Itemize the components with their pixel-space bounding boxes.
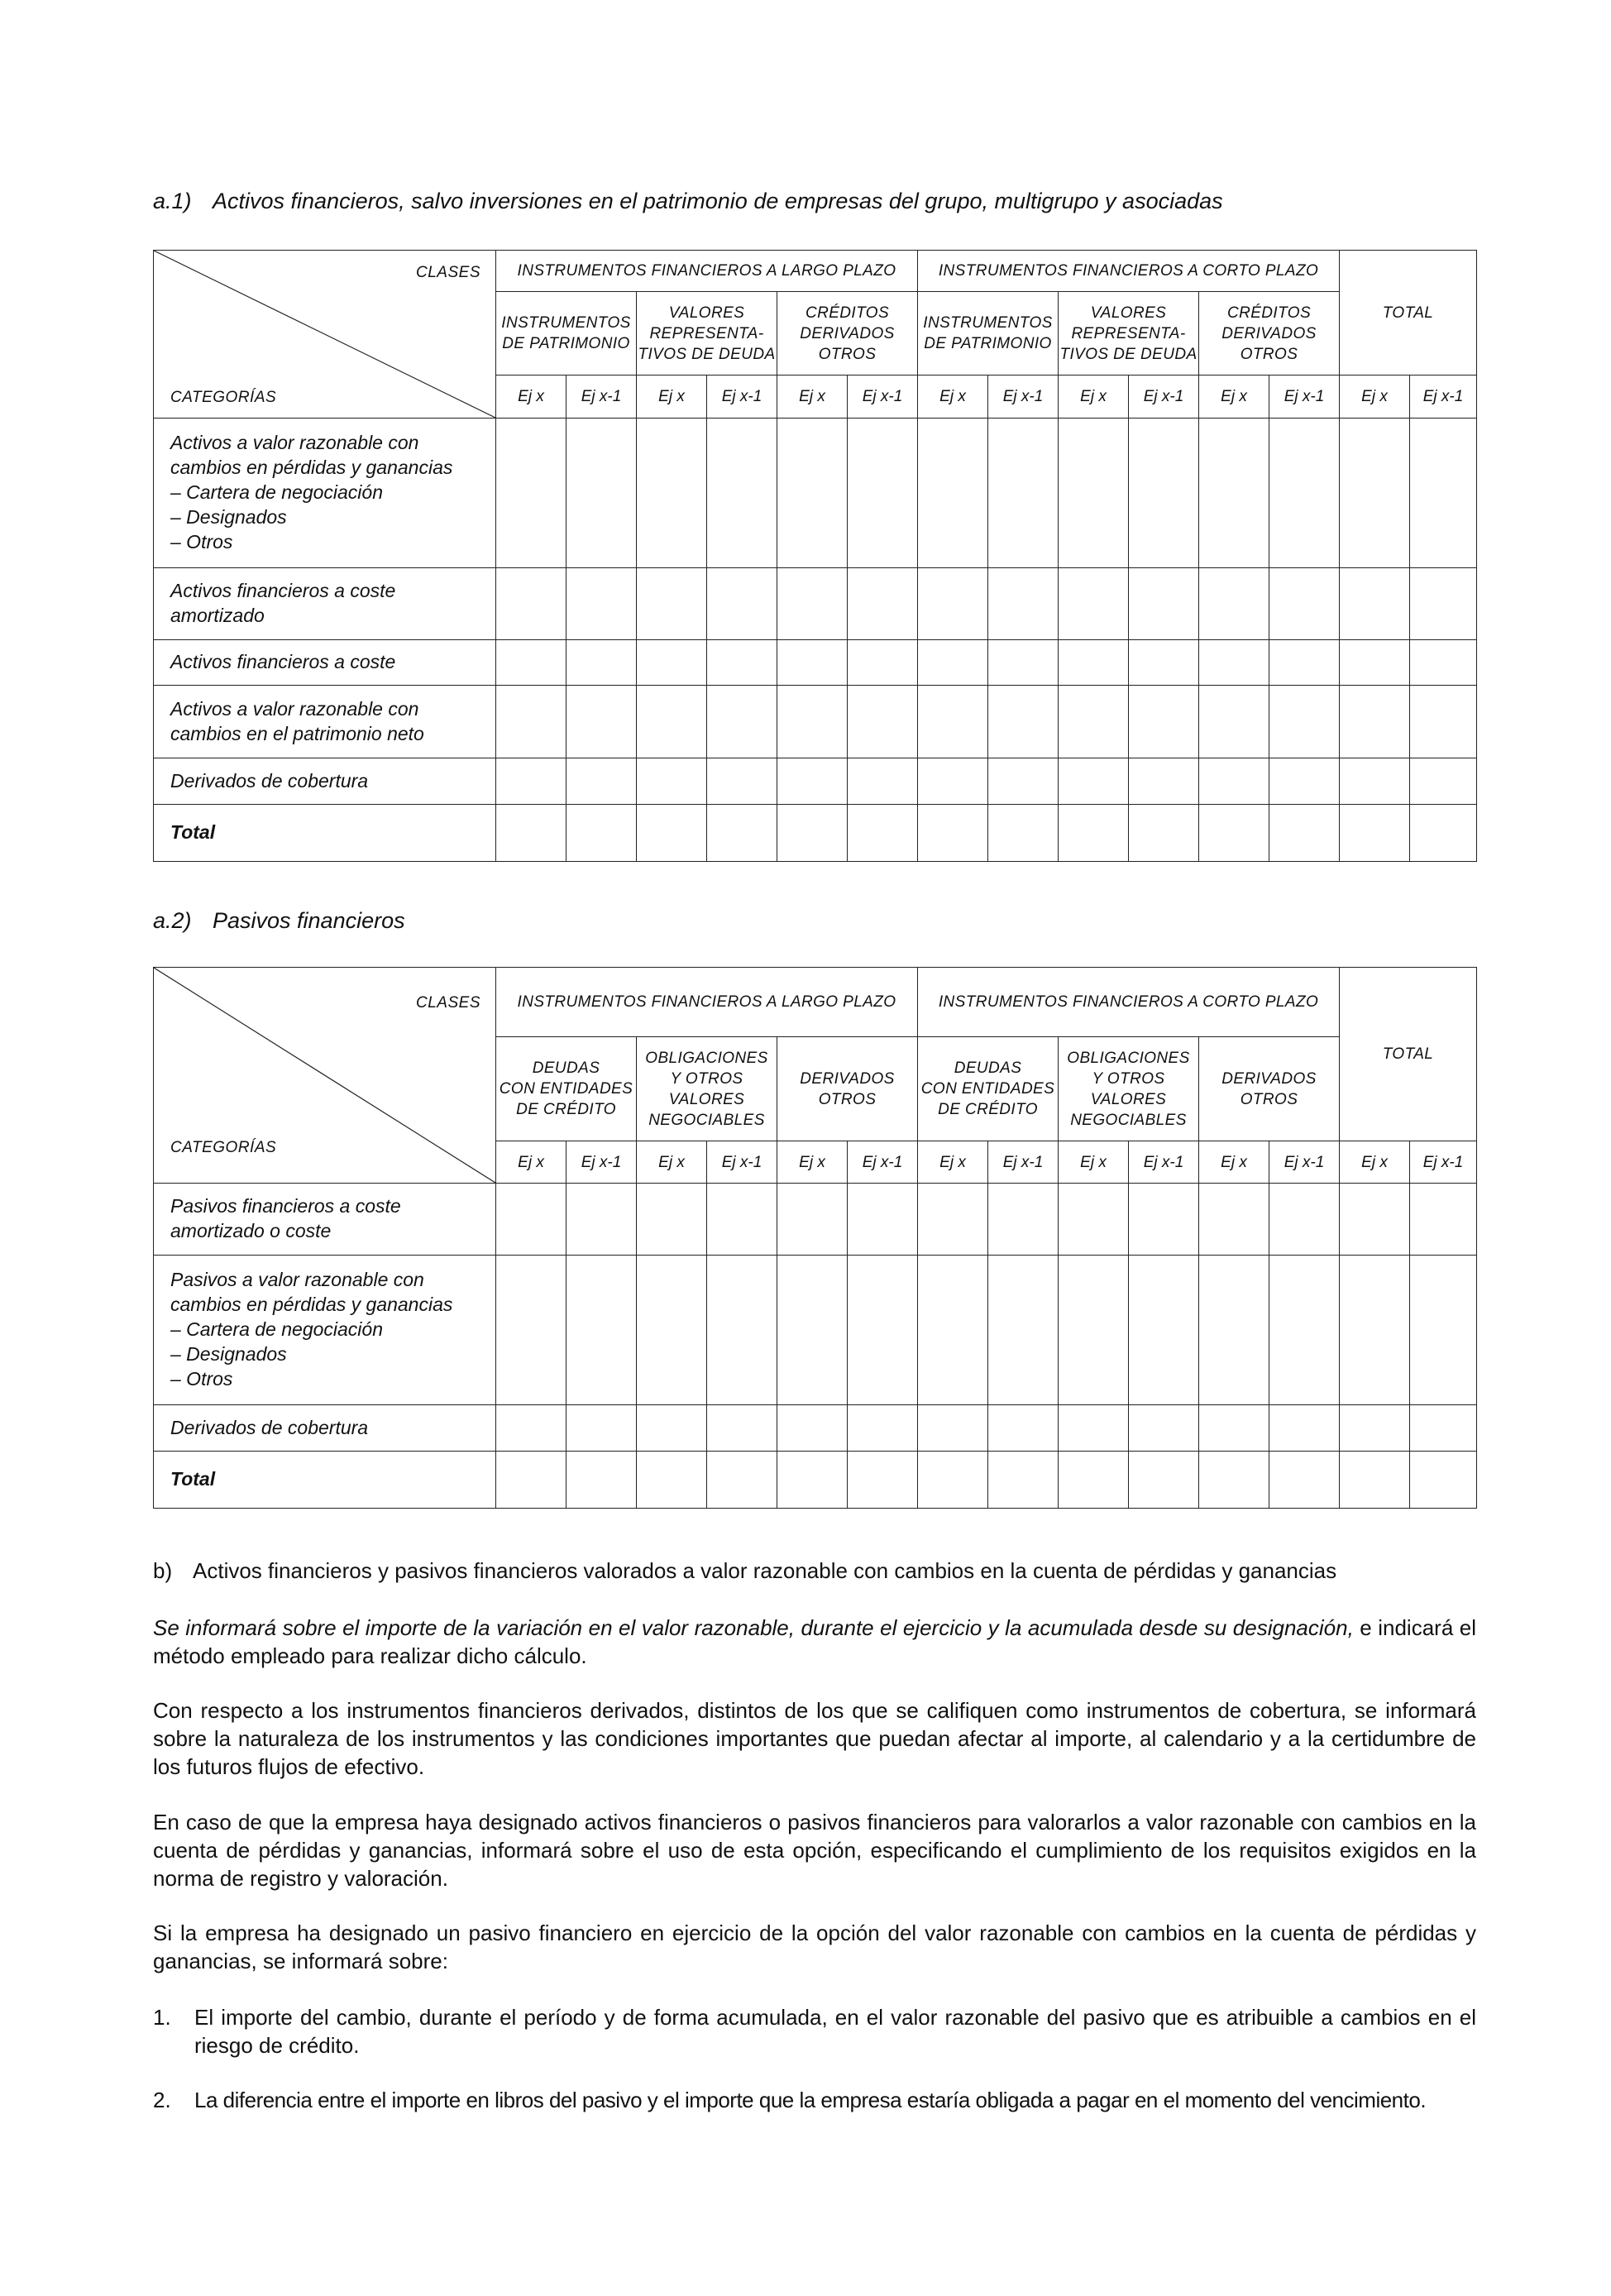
ejercicio-header: Ej x-1 [566, 375, 637, 419]
data-cell [1199, 1184, 1269, 1256]
ejercicio-header: Ej x-1 [1269, 1141, 1340, 1184]
group-header-largo-plazo: INSTRUMENTOS FINANCIEROS A LARGO PLAZO [496, 251, 918, 292]
data-cell [918, 1452, 988, 1509]
data-cell [566, 640, 637, 686]
data-cell [1410, 640, 1477, 686]
corner-cell [154, 968, 496, 1184]
ejercicio-header: Ej x-1 [988, 1141, 1059, 1184]
data-cell [1129, 568, 1199, 640]
data-cell [1340, 805, 1410, 862]
corner-cell [154, 251, 496, 419]
table-row [154, 1256, 1477, 1405]
data-cell [988, 568, 1059, 640]
data-cell [637, 1184, 707, 1256]
data-cell [1269, 758, 1340, 805]
data-cell [918, 1184, 988, 1256]
data-cell [1199, 419, 1269, 568]
data-cell [1129, 1256, 1199, 1405]
list-item-2 [153, 2086, 1476, 2114]
data-cell [707, 640, 777, 686]
data-cell [1410, 1256, 1477, 1405]
data-cell [1199, 805, 1269, 862]
data-cell [637, 568, 707, 640]
data-cell [1129, 419, 1199, 568]
data-cell [707, 568, 777, 640]
data-cell [1059, 568, 1129, 640]
data-cell [637, 758, 707, 805]
data-cell [988, 686, 1059, 758]
ejercicio-header: Ej x [777, 375, 848, 419]
data-cell [777, 758, 848, 805]
data-cell [1269, 568, 1340, 640]
data-cell [707, 419, 777, 568]
ejercicio-header: Ej x [637, 1141, 707, 1184]
data-cell [1129, 686, 1199, 758]
data-cell [988, 1452, 1059, 1509]
data-cell [637, 640, 707, 686]
table-row [154, 1184, 1477, 1256]
data-cell [637, 686, 707, 758]
subheader-cell: INSTRUMENTOS DE PATRIMONIO [496, 292, 637, 375]
data-cell [1410, 1405, 1477, 1452]
data-cell [1340, 1405, 1410, 1452]
ejercicio-header: Ej x-1 [707, 1141, 777, 1184]
data-cell [918, 568, 988, 640]
categorias-label: CATEGORÍAS [170, 1139, 277, 1156]
table-pasivos-financieros [153, 967, 1477, 1509]
table-row [154, 1452, 1477, 1509]
data-cell [1269, 1405, 1340, 1452]
data-cell [988, 758, 1059, 805]
paragraph-1-italic: Se informará sobre el importe de la variación en el valor razonable, durante el ejercicio y la acumulada desde su designación, [153, 1615, 1354, 1640]
ejercicio-header: Ej x [496, 1141, 566, 1184]
data-cell [496, 686, 566, 758]
subheader-cell: CRÉDITOS DERIVADOS OTROS [1199, 292, 1340, 375]
subheader-cell: DERIVADOS OTROS [777, 1037, 918, 1141]
category-label: Derivados de cobertura [154, 758, 496, 805]
categorias-label: CATEGORÍAS [170, 389, 277, 406]
data-cell [1410, 686, 1477, 758]
subheader-cell: DERIVADOS OTROS [1199, 1037, 1340, 1141]
data-cell [777, 640, 848, 686]
data-cell [1269, 419, 1340, 568]
data-cell [1059, 758, 1129, 805]
subheader-cell: INSTRUMENTOS DE PATRIMONIO [918, 292, 1059, 375]
data-cell [637, 419, 707, 568]
data-cell [637, 1256, 707, 1405]
group-header-corto-plazo: INSTRUMENTOS FINANCIEROS A CORTO PLAZO [918, 968, 1340, 1037]
subheader-cell: DEUDAS CON ENTIDADES DE CRÉDITO [918, 1037, 1059, 1141]
data-cell [1410, 568, 1477, 640]
data-cell [1340, 568, 1410, 640]
data-cell [1199, 568, 1269, 640]
data-cell [637, 1405, 707, 1452]
ejercicio-header: Ej x [1199, 375, 1269, 419]
data-cell [1410, 758, 1477, 805]
data-cell [1269, 1452, 1340, 1509]
data-cell [1340, 419, 1410, 568]
paragraph-3: En caso de que la empresa haya designado activos financieros o pasivos financieros para valorarlos a valor razonable con cambios en la cuenta de pérdidas y ganancias, informará sobre el uso de esta opción, especificando el cumplimiento de los requisitos exigidos en la norma de registro y valoración. [153, 1810, 1476, 1891]
table-row [154, 640, 1477, 686]
data-cell [707, 1256, 777, 1405]
section-a1-heading [153, 189, 1223, 214]
data-cell [707, 686, 777, 758]
data-cell [988, 805, 1059, 862]
data-cell [496, 419, 566, 568]
data-cell [1129, 1184, 1199, 1256]
data-cell [1269, 1184, 1340, 1256]
data-cell [918, 758, 988, 805]
data-cell [1340, 1452, 1410, 1509]
data-cell [637, 805, 707, 862]
section-a1-title: Activos financieros, salvo inversiones en el patrimonio de empresas del grupo, multigrupo y asociadas [213, 189, 1223, 213]
data-cell [848, 805, 918, 862]
data-cell [1059, 640, 1129, 686]
data-cell [1410, 1184, 1477, 1256]
clases-label: CLASES [416, 994, 480, 1012]
data-cell [1269, 686, 1340, 758]
data-cell [777, 1256, 848, 1405]
total-header: TOTAL [1340, 968, 1477, 1141]
ejercicio-header: Ej x-1 [988, 375, 1059, 419]
section-b-number: b) [153, 1558, 173, 1583]
data-cell [566, 419, 637, 568]
ejercicio-header: Ej x-1 [1269, 375, 1340, 419]
data-cell [1059, 1256, 1129, 1405]
subheader-cell: CRÉDITOS DERIVADOS OTROS [777, 292, 918, 375]
ejercicio-header: Ej x-1 [707, 375, 777, 419]
data-cell [777, 568, 848, 640]
data-cell [1340, 758, 1410, 805]
category-label: Pasivos a valor razonable con cambios en pérdidas y ganancias – Cartera de negociación – Designados – Otros [154, 1256, 496, 1405]
data-cell [918, 419, 988, 568]
data-cell [848, 640, 918, 686]
section-b-title: Activos financieros y pasivos financieros valorados a valor razonable con cambios en la cuenta de pérdidas y ganancias [193, 1558, 1337, 1583]
ejercicio-header: Ej x [1340, 375, 1410, 419]
data-cell [496, 1184, 566, 1256]
section-a2-number: a.2) [153, 908, 192, 933]
data-cell [918, 686, 988, 758]
section-a1-number: a.1) [153, 189, 192, 213]
data-cell [1059, 1184, 1129, 1256]
data-cell [637, 1452, 707, 1509]
data-cell [707, 1452, 777, 1509]
ejercicio-header: Ej x-1 [1129, 1141, 1199, 1184]
table-row [154, 805, 1477, 862]
ejercicio-header: Ej x-1 [848, 1141, 918, 1184]
data-cell [1199, 1256, 1269, 1405]
list-item-text: El importe del cambio, durante el período y de forma acumulada, en el valor razonable del pasivo que es atribuible a cambios en el riesgo de crédito. [194, 2005, 1476, 2058]
data-cell [848, 686, 918, 758]
data-cell [566, 1256, 637, 1405]
data-cell [918, 640, 988, 686]
data-cell [707, 805, 777, 862]
category-label: Derivados de cobertura [154, 1405, 496, 1452]
paragraph-4: Si la empresa ha designado un pasivo financiero en ejercicio de la opción del valor razonable con cambios en la cuenta de pérdidas y ganancias, se informará sobre: [153, 1921, 1476, 1973]
data-cell [1129, 758, 1199, 805]
data-cell [918, 1256, 988, 1405]
ejercicio-header: Ej x [1199, 1141, 1269, 1184]
data-cell [496, 1405, 566, 1452]
ejercicio-header: Ej x-1 [1129, 375, 1199, 419]
group-header-corto-plazo: INSTRUMENTOS FINANCIEROS A CORTO PLAZO [918, 251, 1340, 292]
data-cell [1340, 1256, 1410, 1405]
data-cell [496, 1256, 566, 1405]
data-cell [496, 805, 566, 862]
data-cell [777, 686, 848, 758]
data-cell [848, 1405, 918, 1452]
data-cell [848, 568, 918, 640]
data-cell [1410, 805, 1477, 862]
paragraph-2: Con respecto a los instrumentos financieros derivados, distintos de los que se califiquen como instrumentos de cobertura, se informará sobre la naturaleza de los instrumentos y las condiciones importantes que puedan afectar al importe, al calendario y a la certidumbre de los futuros flujos de efectivo. [153, 1698, 1476, 1779]
data-cell [1129, 1405, 1199, 1452]
ejercicio-header: Ej x [1059, 375, 1129, 419]
category-label: Total [154, 805, 496, 862]
data-cell [777, 1452, 848, 1509]
paragraph-1 [153, 1614, 1476, 1670]
data-cell [566, 805, 637, 862]
paragraph-1-rest: e indicará el método empleado para realizar dicho cálculo. [153, 1615, 1476, 1668]
subheader-cell: OBLIGACIONES Y OTROS VALORES NEGOCIABLES [637, 1037, 777, 1141]
data-cell [848, 758, 918, 805]
data-cell [1269, 1256, 1340, 1405]
data-cell [707, 758, 777, 805]
data-cell [1059, 805, 1129, 862]
data-cell [1059, 1452, 1129, 1509]
data-cell [566, 758, 637, 805]
list-item-1 [153, 2003, 1476, 2059]
data-cell [1410, 419, 1477, 568]
ejercicio-header: Ej x-1 [1410, 1141, 1477, 1184]
data-cell [988, 1184, 1059, 1256]
data-cell [496, 640, 566, 686]
data-cell [848, 1256, 918, 1405]
data-cell [1129, 1452, 1199, 1509]
data-cell [1059, 686, 1129, 758]
data-cell [566, 1452, 637, 1509]
ejercicio-header: Ej x-1 [848, 375, 918, 419]
ejercicio-header: Ej x [1340, 1141, 1410, 1184]
data-cell [848, 1452, 918, 1509]
data-cell [1340, 640, 1410, 686]
ejercicio-header: Ej x-1 [566, 1141, 637, 1184]
data-cell [566, 1405, 637, 1452]
ejercicio-header: Ej x [918, 375, 988, 419]
ejercicio-header: Ej x [637, 375, 707, 419]
total-header: TOTAL [1340, 251, 1477, 375]
data-cell [988, 1256, 1059, 1405]
data-cell [918, 1405, 988, 1452]
data-cell [848, 1184, 918, 1256]
subheader-cell: VALORES REPRESENTA- TIVOS DE DEUDA [1059, 292, 1199, 375]
group-header-largo-plazo: INSTRUMENTOS FINANCIEROS A LARGO PLAZO [496, 968, 918, 1037]
ejercicio-header: Ej x [1059, 1141, 1129, 1184]
data-cell [1199, 1452, 1269, 1509]
ejercicio-header: Ej x [496, 375, 566, 419]
data-cell [1199, 1405, 1269, 1452]
list-item-text: La diferencia entre el importe en libros del pasivo y el importe que la empresa estaría obligada a pagar en el momento del vencimiento. [194, 2088, 1427, 2112]
data-cell [1129, 805, 1199, 862]
data-cell [496, 758, 566, 805]
data-cell [1199, 640, 1269, 686]
data-cell [1269, 805, 1340, 862]
category-label: Activos a valor razonable con cambios en el patrimonio neto [154, 686, 496, 758]
data-cell [1129, 640, 1199, 686]
data-cell [496, 1452, 566, 1509]
subheader-cell: OBLIGACIONES Y OTROS VALORES NEGOCIABLES [1059, 1037, 1199, 1141]
data-cell [777, 419, 848, 568]
list-item-number: 1. [153, 2005, 171, 2030]
data-cell [777, 805, 848, 862]
category-label: Pasivos financieros a coste amortizado o coste [154, 1184, 496, 1256]
table-row [154, 568, 1477, 640]
data-cell [1059, 419, 1129, 568]
data-cell [1410, 1452, 1477, 1509]
data-cell [988, 419, 1059, 568]
subheader-cell: DEUDAS CON ENTIDADES DE CRÉDITO [496, 1037, 637, 1141]
data-cell [988, 640, 1059, 686]
data-cell [1199, 758, 1269, 805]
category-label: Activos financieros a coste [154, 640, 496, 686]
data-cell [707, 1405, 777, 1452]
list-item-number: 2. [153, 2088, 171, 2112]
data-cell [566, 1184, 637, 1256]
table-row [154, 758, 1477, 805]
data-cell [918, 805, 988, 862]
table-activos-financieros [153, 250, 1477, 862]
section-b-heading [153, 1558, 1336, 1584]
subheader-cell: VALORES REPRESENTA- TIVOS DE DEUDA [637, 292, 777, 375]
section-a2-title: Pasivos financieros [213, 908, 405, 933]
data-cell [1340, 1184, 1410, 1256]
data-cell [566, 686, 637, 758]
section-a2-heading [153, 908, 405, 934]
data-cell [848, 419, 918, 568]
category-label: Activos financieros a coste amortizado [154, 568, 496, 640]
table-row [154, 1405, 1477, 1452]
data-cell [777, 1184, 848, 1256]
ejercicio-header: Ej x-1 [1410, 375, 1477, 419]
data-cell [1340, 686, 1410, 758]
data-cell [988, 1405, 1059, 1452]
data-cell [1269, 640, 1340, 686]
data-cell [1059, 1405, 1129, 1452]
data-cell [566, 568, 637, 640]
table-row [154, 686, 1477, 758]
ejercicio-header: Ej x [777, 1141, 848, 1184]
data-cell [707, 1184, 777, 1256]
category-label: Activos a valor razonable con cambios en pérdidas y ganancias – Cartera de negociación – Designados – Otros [154, 419, 496, 568]
category-label: Total [154, 1452, 496, 1509]
clases-label: CLASES [416, 264, 480, 281]
data-cell [777, 1405, 848, 1452]
data-cell [496, 568, 566, 640]
data-cell [1199, 686, 1269, 758]
table-row [154, 419, 1477, 568]
ejercicio-header: Ej x [918, 1141, 988, 1184]
